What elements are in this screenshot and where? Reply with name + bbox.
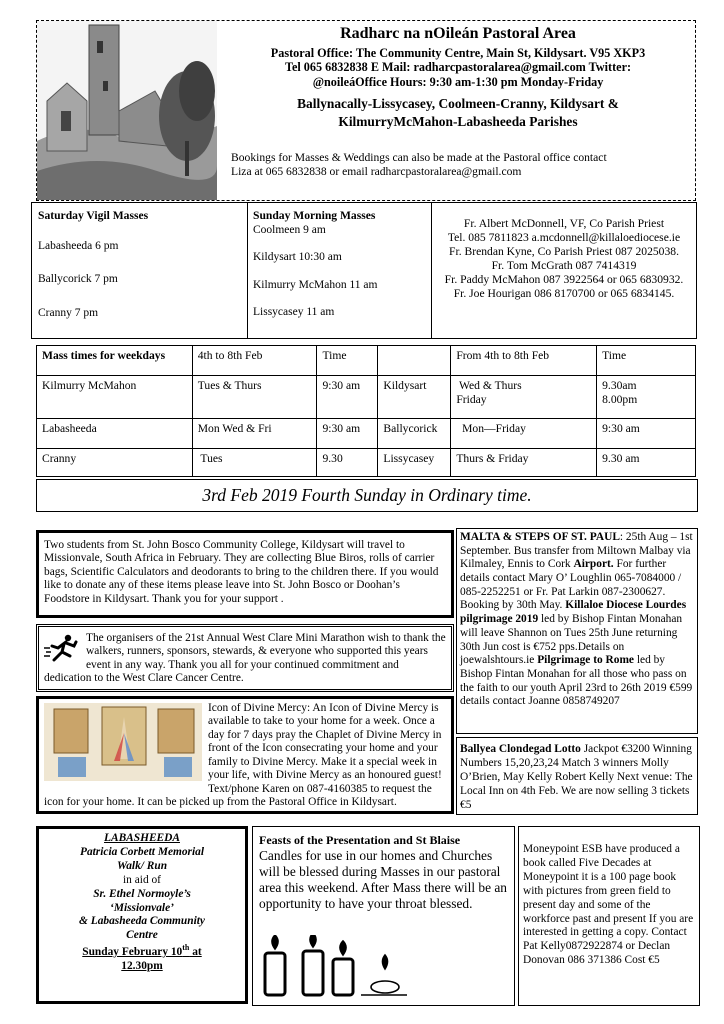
labasheeda-walk-notice [36,826,248,1004]
parishes [223,95,693,131]
sunday-banner: 3rd Feb 2019 Fourth Sunday in Ordinary time. [36,479,698,512]
bookings-line-1: Bookings for Masses & Weddings can also be made at the Pastoral office contact [231,151,607,164]
labasheeda-line: ‘Missionvale’ [110,901,174,914]
cell-line: Friday [456,392,487,406]
marathon-notice [36,624,454,692]
labasheeda-line: in aid of [123,873,161,886]
rome-title: Pilgrimage to Rome [537,654,634,667]
table-cell [597,376,696,419]
bookings-note [231,151,686,178]
lotto-notice [456,737,698,815]
weekday-masses-table [36,345,696,477]
table-header: Time [317,346,378,376]
feasts-notice [252,826,515,1006]
malta-text-2: For further details contact Mary O’ Loughlin 065-7084000 / 085-2252251 or Fr. Pat Larkin 087-2300627. Booking by 30th May. [460,558,682,612]
candles-icon [261,935,411,999]
saturday-item: Labasheeda 6 pm [38,239,119,252]
table-cell: Tues [192,449,317,477]
table-cell: Ballycorick [378,419,451,449]
table-header: Mass times for weekdays [37,346,193,376]
sunday-item: Coolmeen 9 am [253,223,326,236]
cell-line: Wed & Thurs [456,379,522,392]
labasheeda-line: Sr. Ethel Normoyle’s [93,887,191,900]
saturday-masses [32,203,248,338]
table-header [378,346,451,376]
table-header: 4th to 8th Feb [192,346,317,376]
office-hours: @noileáOffice Hours: 9:30 am-1:30 pm Monday-Friday [312,74,604,89]
date-at: at [189,946,202,959]
saturday-item: Cranny 7 pm [38,306,99,319]
feasts-body: Candles for use in our homes and Churches will be blessed during Masses in our pastoral area this weekend. After Mass there will be an opportunity to have your throat blessed. [259,848,508,912]
cell-line: 8.00pm [602,392,638,406]
priest-line: Fr. Joe Hourigan 086 8170700 or 065 6834145. [453,286,675,300]
labasheeda-line: & Labasheeda Community [79,915,205,928]
table-cell: Thurs & Friday [451,449,597,477]
labasheeda-title: LABASHEEDA [104,832,180,844]
priest-line: Fr. Brendan Kyne, Co Parish Priest 087 2025038. [449,244,679,258]
moneypoint-notice: Moneypoint ESB have produced a book called Five Decades at Moneypoint it is a 100 page book with pictures from green field to present day and some of the workforce past and present If you are interested in getting a copy. Contact Pat Kelly0872922874 or Declan Donovan 086 371386 Cost €5 [518,826,700,1006]
table-cell: Mon Wed & Fri [192,419,317,449]
saturday-heading: Saturday Vigil Masses [38,209,149,222]
priest-line: Fr. Tom McGrath 087 7414319 [491,258,637,272]
sunday-item: Kilmurry McMahon 11 am [253,278,378,291]
parishes-line-1: Ballynacally-Lissycasey, Coolmeen-Cranny, Kildysart & [297,96,619,112]
parishes-line-2: KilmurryMcMahon-Labasheeda Parishes [338,114,578,130]
page-title: Radharc na nOileán Pastoral Area [340,25,576,42]
sunday-item: Lissycasey 11 am [253,306,335,319]
saturday-item: Ballycorick 7 pm [38,273,118,286]
bookings-line-2: Liza at 065 6832838 or email radharcpastoralarea@gmail.com [231,164,522,178]
cell-line: 9.30am [602,379,637,392]
table-cell: Kilmurry McMahon [37,376,193,419]
date-text: Sunday February 10 [82,946,183,959]
table-cell: Mon—Friday [451,419,597,449]
priest-line: Fr. Paddy McMahon 087 3922564 or 065 6830932. [444,272,684,286]
church-ruin-image [37,21,217,200]
table-cell: 9.30 am [597,449,696,477]
labasheeda-date [43,943,241,960]
header [36,20,696,201]
table-cell: Lissycasey [378,449,451,477]
sunday-masses [248,203,432,338]
feasts-title: Feasts of the Presentation and St Blaise [259,833,461,847]
table-cell [451,376,597,419]
table-cell: 9:30 am [317,419,378,449]
sunday-heading: Sunday Morning Masses [253,209,376,222]
pilgrimages-notice [456,528,698,734]
header-text [223,25,693,131]
table-cell: Cranny [37,449,193,477]
divine-mercy-icon-image [44,703,202,781]
marathon-text: The organisers of the 21st Annual West Clare Mini Marathon wish to thank the walkers, runners, sponsors, stewards, & everyone who supported this years event in any way. Thank you all for your continued commitment and dedication to the West Clare Cancer Centre. [44,632,446,685]
labasheeda-line: Centre [126,929,158,942]
office-address: Pastoral Office: The Community Centre, Main St, Kildysart. V95 XKP3 [270,45,646,60]
table-header-row [37,346,696,376]
weekend-masses [31,202,697,339]
table-row [37,376,696,419]
table-cell: Tues & Thurs [192,376,317,419]
priest-line: Tel. 085 7811823 a.mcdonnell@killaloediocese.ie [447,230,681,244]
runner-icon [44,634,80,662]
table-cell: 9:30 am [597,419,696,449]
priest-line: Fr. Albert McDonnell, VF, Co Parish Priest [463,217,665,230]
table-cell: 9:30 am [317,376,378,419]
labasheeda-time: 12.30pm [121,959,163,972]
table-cell: Labasheeda [37,419,193,449]
table-row [37,419,696,449]
lourdes-title: Killaloe Diocese Lourdes pilgrimage 2019 [460,599,687,626]
table-header: Time [597,346,696,376]
sunday-item: Kildysart 10:30 am [253,251,342,264]
divine-mercy-text: Icon of Divine Mercy: An Icon of Divine Mercy is available to take to your home for a week. Once a day for 7 days pray the Chaplet of Divine Mercy in front of the Icon consecrating your home and your family to Divine Mercy. Make it a special week in your life, with Divine Mercy as an honoured guest! Text/phone Karen on 087-4160385 to request the icon for your home. It can be picked up from the Pastoral Office in Kildysart. [44,702,442,809]
table-row [37,449,696,477]
table-cell: 9.30 [317,449,378,477]
rome-text: led by Bishop Fintan Monahan for all those who pass on the faith to our youth April 23rd to 26th 2019 €599 details contact Joanne 0858749207 [460,654,693,708]
table-cell: Kildysart [378,376,451,419]
malta-title: MALTA & STEPS OF ST. PAUL [460,531,620,543]
students-notice: Two students from St. John Bosco Community College, Kildysart will travel to Missionvale, South Africa in February. They are collecting Blue Biros, rolls of carrier bags, Scientific Calculators and deodorants to bring to the children there. If you would like to donate any of these items please leave into St. John Bosco or Doohan’s Foodstore in Kildysart. Thank you for your support . [36,530,454,618]
labasheeda-line: Walk/ Run [116,859,168,872]
malta-text: : 25th Aug – 1st September. Bus transfer from Miltown Malbay via Kilmaley, Ennis to Cork [460,531,693,571]
date-suffix: th [182,943,190,953]
lotto-text: Jackpot €3200 Winning Numbers 15,20,23,24 Match 3 winners Molly O’Brien, May Kelly Robert Kelly Next venue: The Local Inn on 4th Feb. We are now selling 3 tickets €5 [460,743,693,811]
table-header: From 4th to 8th Feb [451,346,597,376]
lourdes-text: led by Bishop Fintan Monahan will leave Shannon on Tues 25th June returning 30th Jun cost is €752 pps.Details on joewalshtours.ie [460,613,683,667]
lotto-title: Ballyea Clondegad Lotto [460,743,581,755]
malta-airport: Airport. [573,558,614,571]
divine-mercy-notice [36,696,454,814]
priests-contacts [432,203,696,338]
labasheeda-line: Patricia Corbett Memorial [79,845,205,858]
office-contact: Tel 065 6832838 E Mail: radharcpastoralarea@gmail.com Twitter: [284,60,632,75]
